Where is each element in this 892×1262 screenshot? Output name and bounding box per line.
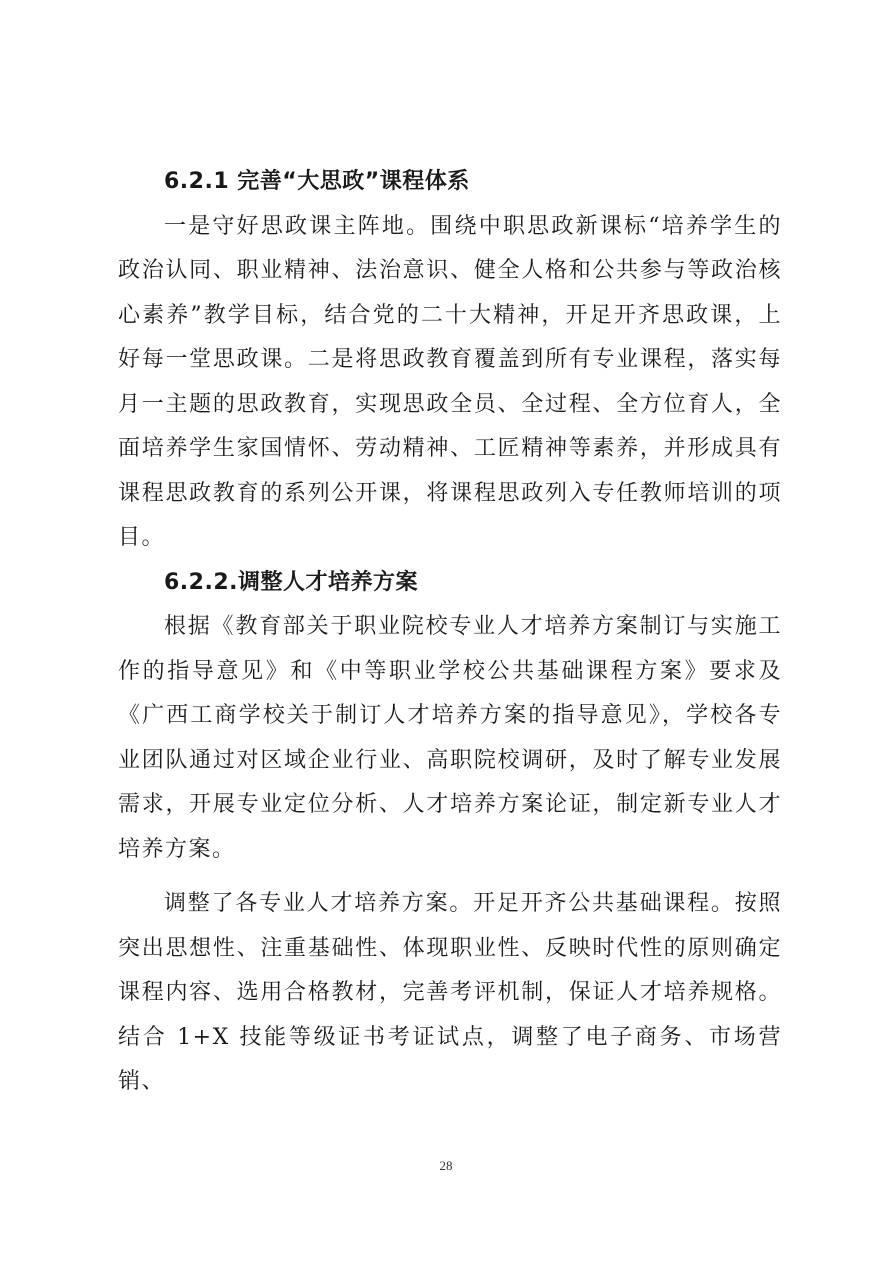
section-6-2-2-paragraph-1: 根据《教育部关于职业院校专业人才培养方案制订与实施工作的指导意见》和《中等职业学校公共基础课程方案》要求及《广西工商学校关于制订人才培养方案的指导意见》，学校各专业团队通过对区域企业行业、高职院校调研，及时了解专业发展需求，开展专业定位分析、人才培养方案论证，制定新专业人才培养方案。 xyxy=(118,614,782,862)
section-heading-6-2-1: 6.2.1 完善“大思政”课程体系 xyxy=(164,169,470,194)
page-number: 28 xyxy=(439,1158,453,1173)
section-6-2-2-paragraph-2: 调整了各专业人才培养方案。开足开齐公共基础课程。按照突出思想性、注重基础性、体现职业性、反映时代性的原则确定课程内容、选用合格教材，完善考评机制，保证人才培养规格。结合 1+X 技能等级证书考证试点，调整了电子商务、市场营销、 xyxy=(118,891,782,1094)
section-heading-6-2-2: 6.2.2.调整人才培养方案 xyxy=(164,569,418,595)
page-content xyxy=(118,160,782,1105)
paragraph-spacer xyxy=(118,872,782,882)
section-6-2-1-paragraph: 一是守好思政课主阵地。围绕中职思政新课标“培养学生的政治认同、职业精神、法治意识、健全人格和公共参与等政治核心素养”教学目标，结合党的二十大精神，开足开齐思政课，上好每一堂思政课。二是将思政教育覆盖到所有专业课程，落实每月一主题的思政教育，实现思政全员、全过程、全方位育人，全面培养学生家国情怀、劳动精神、工匠精神等素养，并形成具有课程思政教育的系列公开课，将课程思政列入专任教师培训的项目。 xyxy=(118,213,782,550)
